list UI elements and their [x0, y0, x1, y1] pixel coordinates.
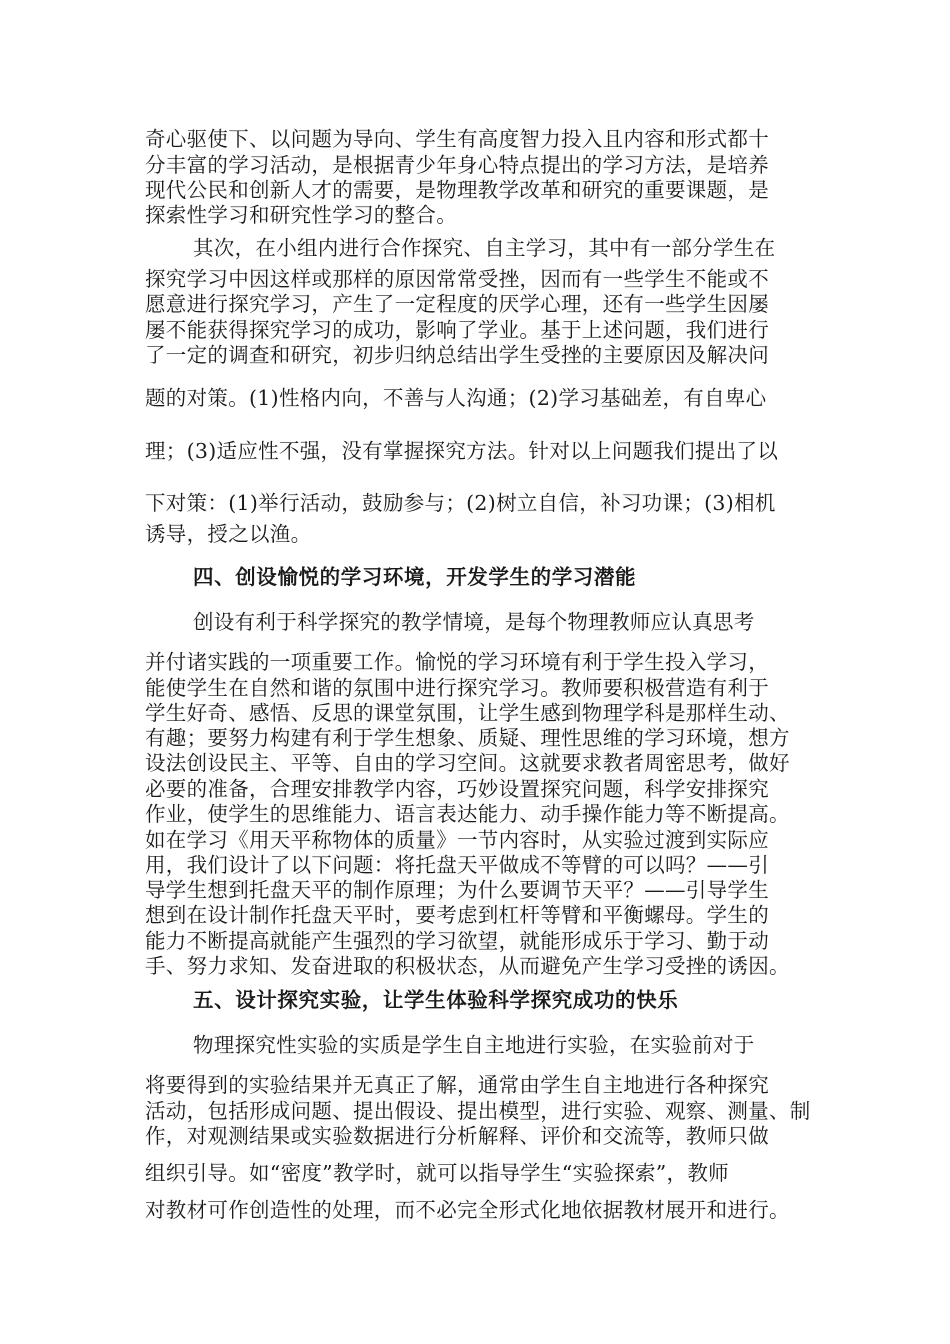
paragraph-line: 对教材可作创造性的处理，而不必完全形式化地依据教材展开和进行。	[145, 1198, 790, 1222]
paragraph-line: 现代公民和创新人才的需要，是物理教学改革和研究的重要课题，是	[145, 178, 769, 202]
paragraph-line: 探究学习中因这样或那样的原因常常受挫，因而有一些学生不能或不	[145, 267, 769, 291]
paragraph-line: 有趣；要努力构建有利于学生想象、质疑、理性思维的学习环境，想方	[145, 726, 790, 750]
paragraph-line: 物理探究性实验的实质是学生自主地进行实验，在实验前对于	[193, 1033, 755, 1057]
paragraph-line: 并付诸实践的一项重要工作。愉悦的学习环境有利于学生投入学习，	[145, 650, 769, 674]
paragraph-line: 能力不断提高就能产生强烈的学习欲望，就能形成乐于学习、勤于动	[145, 929, 769, 953]
paragraph-line: 想到在设计制作托盘天平时，要考虑到杠杆等臂和平衡螺母。学生的	[145, 903, 769, 927]
paragraph-line: 组织引导。如“密度”教学时，就可以指导学生“实验探索”，教师	[145, 1161, 729, 1185]
paragraph-line: 屡不能获得探究学习的成功，影响了学业。基于上述问题，我们进行	[145, 318, 769, 342]
section-heading: 五、设计探究实验，让学生体验科学探究成功的快乐	[193, 988, 679, 1012]
paragraph-line: 题的对策。(1)性格内向，不善与人沟通；(2)学习基础差，有自卑心	[145, 386, 767, 410]
paragraph-line: 手、努力求知、发奋进取的积极状态，从而避免产生学习受挫的诱因。	[145, 954, 790, 978]
paragraph-line: 下对策：(1)举行活动，鼓励参与；(2)树立自信，补习功课；(3)相机	[145, 491, 776, 515]
paragraph-line: 设法创设民主、平等、自由的学习空间。这就要求教者周密思考，做好	[145, 751, 790, 775]
paragraph-line: 分丰富的学习活动，是根据青少年身心特点提出的学习方法，是培养	[145, 153, 769, 177]
paragraph-line: 诱导，授之以渔。	[145, 522, 312, 546]
paragraph-line: 将要得到的实验结果并无真正了解，通常由学生自主地进行各种探究	[145, 1073, 769, 1097]
paragraph-line: 导学生想到托盘天平的制作原理；为什么要调节天平？——引导学生	[145, 878, 769, 902]
section-heading: 四、创设愉悦的学习环境，开发学生的学习潜能	[193, 565, 637, 589]
paragraph-line: 创设有利于科学探究的教学情境，是每个物理教师应认真思考	[193, 610, 755, 634]
paragraph-line: 愿意进行探究学习，产生了一定程度的厌学心理，还有一些学生因屡	[145, 292, 769, 316]
paragraph-line: 探索性学习和研究性学习的整合。	[145, 203, 457, 227]
paragraph-line: 理；(3)适应性不强，没有掌握探究方法。针对以上问题我们提出了以	[145, 439, 779, 463]
paragraph-line: 学生好奇、感悟、反思的课堂氛围，让学生感到物理学科是那样生动、	[145, 701, 790, 725]
paragraph-line: 活动，包括形成问题、提出假设、提出模型，进行实验、观察、测量、制	[145, 1099, 811, 1123]
paragraph-line: 如在学习《用天平称物体的质量》一节内容时，从实验过渡到实际应	[145, 828, 769, 852]
paragraph-line: 必要的准备，合理安排教学内容，巧妙设置探究问题，科学安排探究	[145, 777, 769, 801]
paragraph-line: 了一定的调查和研究，初步归纳总结出学生受挫的主要原因及解决问	[145, 343, 769, 367]
paragraph-line: 作，对观测结果或实验数据进行分析解释、评价和交流等，教师只做	[145, 1124, 769, 1148]
paragraph-line: 能使学生在自然和谐的氛围中进行探究学习。教师要积极营造有利于	[145, 676, 769, 700]
paragraph-line: 其次，在小组内进行合作探究、自主学习，其中有一部分学生在	[193, 236, 776, 260]
paragraph-line: 用，我们设计了以下问题：将托盘天平做成不等臂的可以吗？——引	[145, 853, 769, 877]
paragraph-line: 作业，使学生的思维能力、语言表达能力、动手操作能力等不断提高。	[145, 802, 790, 826]
paragraph-line: 奇心驱使下、以问题为导向、学生有高度智力投入且内容和形式都十	[145, 127, 769, 151]
